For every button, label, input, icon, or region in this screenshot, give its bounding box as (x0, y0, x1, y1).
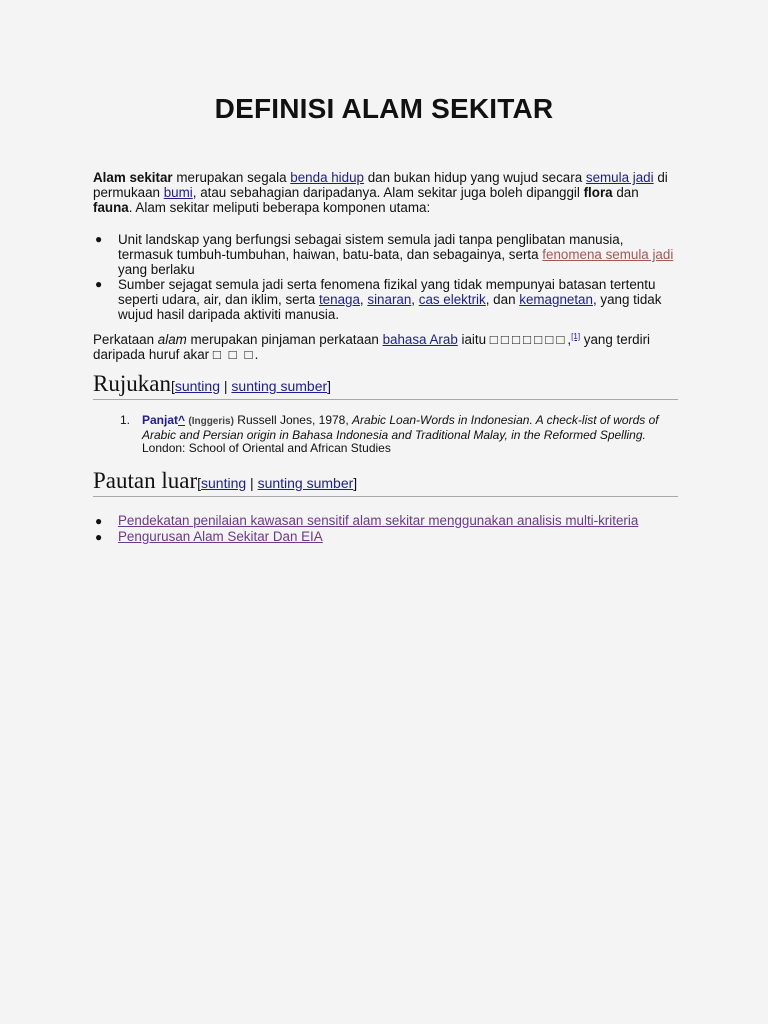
section-heading-rujukan: Rujukan (93, 371, 171, 396)
section-pautan-luar (93, 468, 678, 497)
etymology-text: Perkataan (93, 332, 158, 347)
edit-link[interactable]: sunting (201, 475, 247, 491)
intro-text: . Alam sekitar meliputi beberapa komponen utama: (128, 200, 431, 215)
list-item-text: yang berlaku (118, 262, 195, 277)
panjat-link[interactable]: Panjat (142, 413, 179, 427)
list-item (93, 232, 678, 277)
intro-paragraph (93, 170, 678, 215)
components-list (93, 232, 678, 322)
list-item (93, 513, 678, 529)
bracket: [ (197, 475, 201, 491)
edit-source-link[interactable]: sunting sumber (257, 475, 354, 491)
link-cas-elektrik[interactable]: cas elektrik (418, 292, 486, 307)
reference-item (120, 414, 680, 456)
reference-author: Russell Jones, 1978, (233, 413, 353, 427)
intro-text: merupakan segala (172, 170, 291, 185)
list-item-text: Unit landskap yang berfungsi sebagai sistem semula jadi tanpa penglibatan manusia, termasuk tumbuh-tumbuhan, haiwan, batu-bata, dan sebagainya, serta (118, 232, 624, 262)
bullet-icon: ● (95, 232, 103, 246)
list-item-text: , (411, 292, 419, 307)
list-item (93, 529, 678, 545)
etymology-text: . (254, 347, 259, 362)
etymology-text: iaitu (457, 332, 490, 347)
reference-list (120, 414, 680, 456)
citation-link[interactable]: [1] (571, 332, 581, 341)
link-kemagnetan[interactable]: kemagnetan (519, 292, 593, 307)
link-benda-hidup[interactable]: benda hidup (290, 170, 365, 185)
list-item-text: , (359, 292, 368, 307)
etymology-text: , (567, 332, 572, 347)
list-item-text: Sumber sejagat semula jadi serta fenomena fizikal yang tidak mempunyai batasan tertentu seperti udara, air, dan iklim, serta (118, 277, 656, 307)
caret-link[interactable]: ^ (178, 413, 186, 427)
bracket: ] (353, 475, 358, 491)
etymology-text: merupakan pinjaman perkataan (186, 332, 383, 347)
separator: | (246, 475, 258, 491)
term-alam-sekitar: Alam sekitar (93, 170, 173, 185)
link-tenaga[interactable]: tenaga (318, 292, 360, 307)
intro-text: , atau sebahagian daripadanya. Alam sekitar juga boleh dipanggil (192, 185, 584, 200)
term-flora: flora (583, 185, 613, 200)
arabic-root-letters: □ □ □ (212, 347, 255, 362)
etymology-paragraph (93, 329, 678, 362)
bullet-icon: ● (95, 277, 103, 291)
bracket: [ (170, 378, 175, 394)
intro-text: dan bukan hidup yang wujud secara (364, 170, 586, 185)
link-sinaran[interactable]: sinaran (367, 292, 412, 307)
external-links-list (93, 513, 678, 545)
list-item-text: , yang tidak wujud hasil daripada aktiviti manusia. (118, 292, 662, 322)
bullet-icon: ● (95, 514, 103, 528)
page-title: DEFINISI ALAM SEKITAR (214, 93, 554, 124)
external-link[interactable]: Pendekatan penilaian kawasan sensitif alam sekitar menggunakan analisis multi-kriteria (118, 513, 639, 528)
section-rujukan (93, 371, 678, 400)
link-bahasa-arab[interactable]: bahasa Arab (382, 332, 458, 347)
reference-publisher: London: School of Oriental and African Studies (142, 441, 391, 456)
bullet-icon: ● (95, 530, 103, 544)
link-bumi[interactable]: bumi (163, 185, 193, 200)
edit-links (171, 378, 331, 394)
link-semula-jadi[interactable]: semula jadi (585, 170, 654, 185)
reference-title: Arabic Loan-Words in Indonesian. A check-list of words of Arabic and Persian origin in Bahasa Indonesia and Traditional Malay, in the Reformed Spelling. (142, 413, 659, 442)
intro-text: di permukaan (93, 170, 668, 200)
intro-text: dan (612, 185, 639, 200)
list-item-text: , dan (485, 292, 520, 307)
external-link[interactable]: Pengurusan Alam Sekitar Dan EIA (118, 529, 323, 544)
reference-number: 1. (120, 413, 131, 427)
etymology-text: yang terdiri daripada huruf akar (93, 332, 651, 362)
edit-link[interactable]: sunting (174, 378, 220, 394)
arabic-word: □□□□□□□ (489, 332, 568, 347)
separator: | (220, 378, 232, 394)
edit-links (197, 475, 357, 491)
language-tag: (Inggeris) (188, 416, 234, 427)
term-alam: alam (157, 332, 187, 347)
section-heading-pautan-luar: Pautan luar (93, 468, 198, 493)
term-fauna: fauna (93, 200, 129, 215)
edit-source-link[interactable]: sunting sumber (231, 378, 328, 394)
list-item (93, 277, 678, 322)
link-fenomena-semula-jadi[interactable]: fenomena semula jadi (542, 247, 674, 262)
bracket: ] (327, 378, 332, 394)
